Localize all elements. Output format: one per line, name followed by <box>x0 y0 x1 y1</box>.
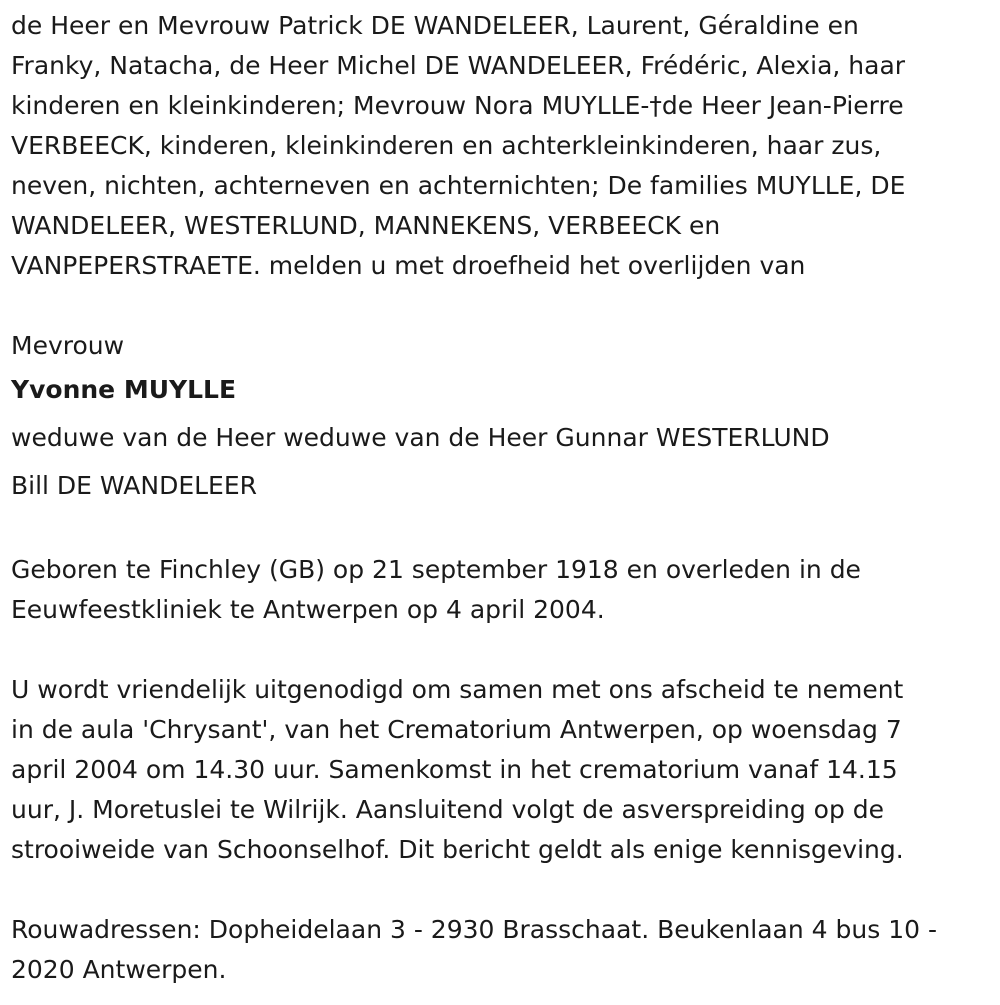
deceased-name: Yvonne MUYLLE <box>11 375 237 404</box>
widow-line: weduwe van de Heer weduwe van de Heer Gunnar WESTERLUND <box>11 423 830 452</box>
ceremony-line: in de aula 'Chrysant', van het Crematorium Antwerpen, op woensdag 7 <box>11 715 902 744</box>
obituary-notice <box>11 6 986 990</box>
announcers-line: WANDELEER, WESTERLUND, MANNEKENS, VERBEECK en <box>11 211 721 240</box>
addresses-line: 2020 Antwerpen. <box>11 955 227 984</box>
birth-death-line: Eeuwfeestkliniek te Antwerpen op 4 april 2004. <box>11 595 605 624</box>
addresses-paragraph <box>11 910 986 990</box>
ceremony-line: uur, J. Moretuslei te Wilrijk. Aansluitend volgt de asverspreiding op de <box>11 795 885 824</box>
announcers-paragraph <box>11 6 986 286</box>
announcers-line: VANPEPERSTRAETE. melden u met droefheid het overlijden van <box>11 251 806 280</box>
deceased-title: Mevrouw <box>11 331 125 360</box>
announcers-line <box>11 86 986 126</box>
deceased-block <box>11 326 986 510</box>
spacer <box>11 630 986 670</box>
announcers-line: VERBEECK, kinderen, kleinkinderen en achterkleinkinderen, haar zus, <box>11 131 882 160</box>
spacer <box>11 510 986 550</box>
cross-icon: † <box>649 91 662 120</box>
announcers-line-part: de Heer Jean-Pierre <box>661 91 904 120</box>
spacer <box>11 286 986 326</box>
birth-death-paragraph <box>11 550 986 630</box>
announcers-line-part: kinderen en kleinkinderen; Mevrouw Nora MUYLLE- <box>11 91 650 120</box>
ceremony-line: april 2004 om 14.30 uur. Samenkomst in het crematorium vanaf 14.15 <box>11 755 898 784</box>
ceremony-line: strooiweide van Schoonselhof. Dit bericht geldt als enige kennisgeving. <box>11 835 904 864</box>
ceremony-paragraph <box>11 670 986 870</box>
announcers-line: Franky, Natacha, de Heer Michel DE WANDELEER, Frédéric, Alexia, haar <box>11 51 906 80</box>
announcers-line: de Heer en Mevrouw Patrick DE WANDELEER, Laurent, Géraldine en <box>11 11 859 40</box>
spacer <box>11 870 986 910</box>
ceremony-line: U wordt vriendelijk uitgenodigd om samen met ons afscheid te nement <box>11 675 904 704</box>
addresses-line: Rouwadressen: Dopheidelaan 3 - 2930 Brasschaat. Beukenlaan 4 bus 10 - <box>11 915 937 944</box>
announcers-line: neven, nichten, achterneven en achternichten; De families MUYLLE, DE <box>11 171 906 200</box>
birth-death-line: Geboren te Finchley (GB) op 21 september 1918 en overleden in de <box>11 555 861 584</box>
widow-line: Bill DE WANDELEER <box>11 471 258 500</box>
